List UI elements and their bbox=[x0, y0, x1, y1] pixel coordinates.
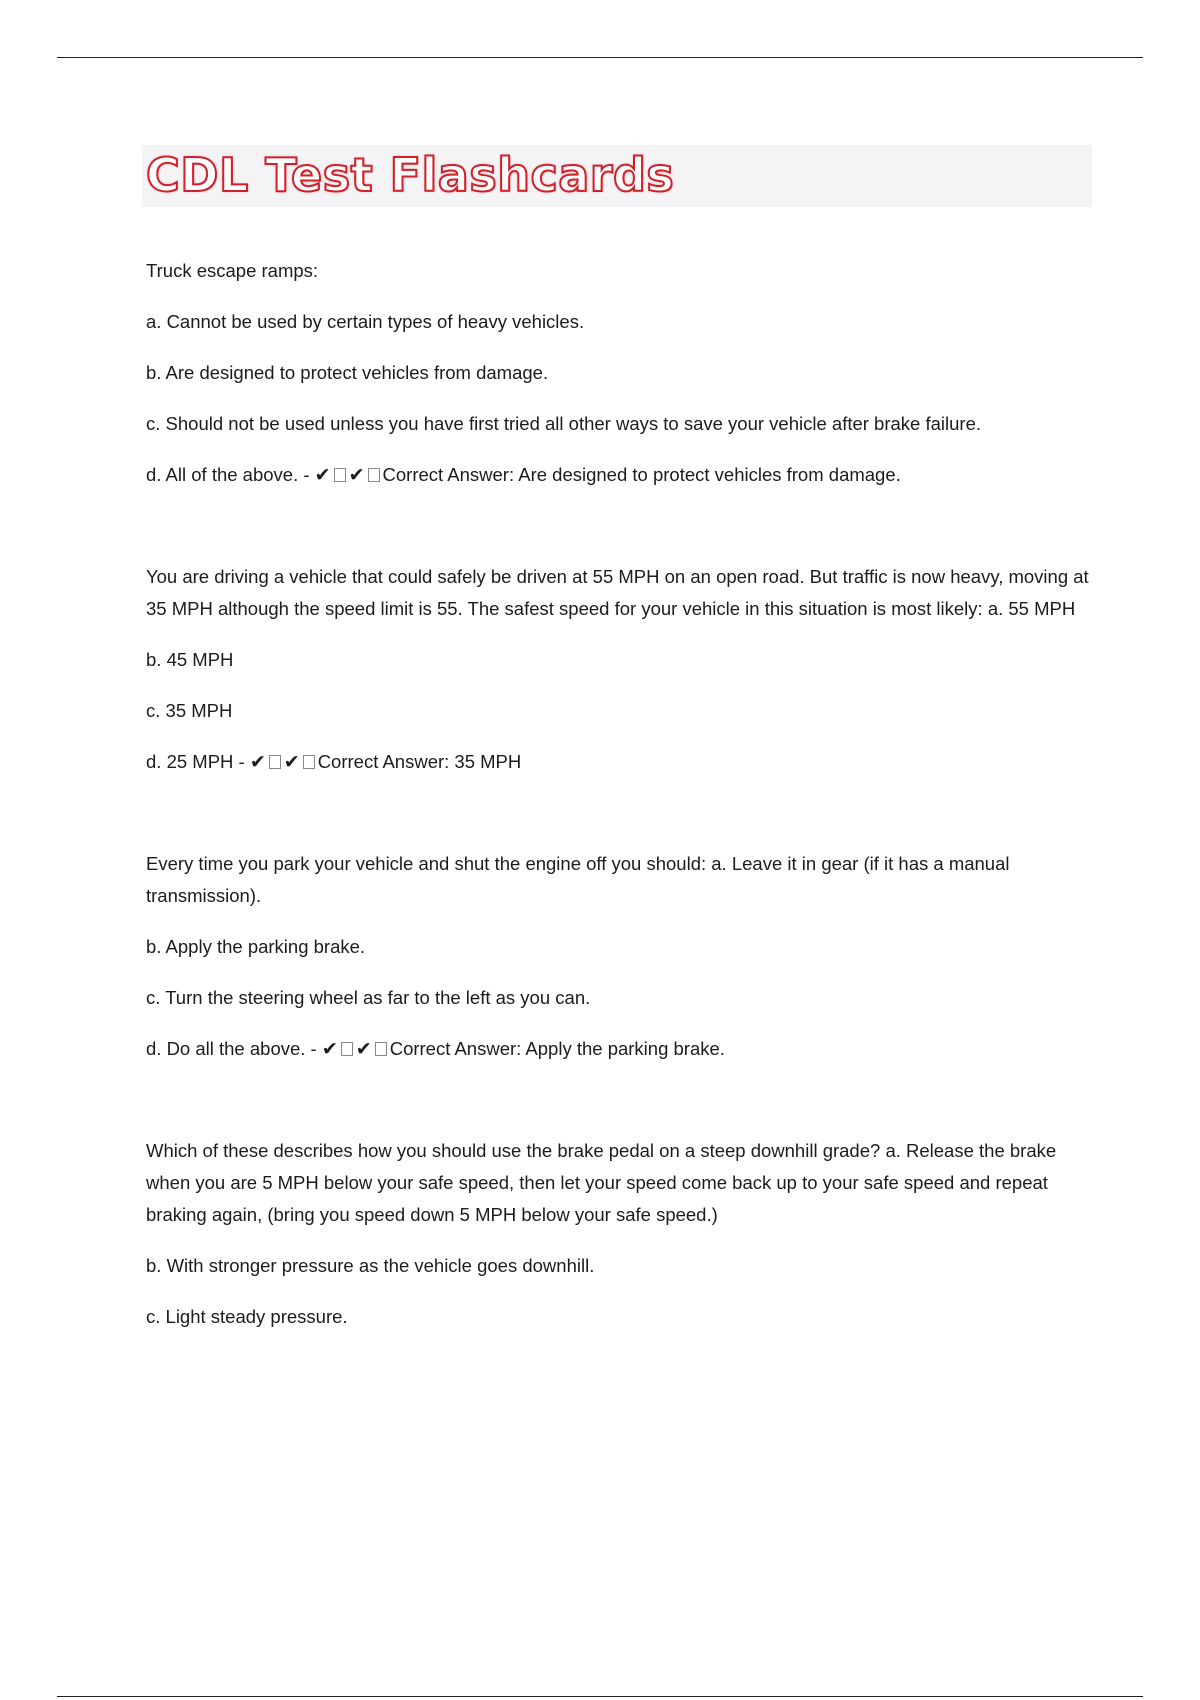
correct-answer: Correct Answer: Are designed to protect vehicles from damage. bbox=[382, 464, 901, 485]
flashcard-1 bbox=[146, 255, 1096, 491]
box-icon bbox=[334, 468, 346, 482]
flashcard-4 bbox=[146, 1135, 1096, 1333]
box-icon bbox=[303, 755, 315, 769]
option-b: b. With stronger pressure as the vehicle goes downhill. bbox=[146, 1255, 595, 1276]
check-icon: ✔ bbox=[348, 464, 365, 486]
option-c: c. Light steady pressure. bbox=[146, 1306, 348, 1327]
flashcard-2 bbox=[146, 561, 1096, 778]
check-icon: ✔ bbox=[283, 751, 300, 773]
question-stem: You are driving a vehicle that could safely be driven at 55 MPH on an open road. But traffic is now heavy, moving at 35 MPH although the speed limit is 55. The safest speed for your vehicle in this situation is most likely: a. 55 MPH bbox=[146, 566, 1089, 619]
answer-line bbox=[146, 746, 1096, 778]
question-stem: Truck escape ramps: bbox=[146, 260, 319, 281]
box-icon bbox=[269, 755, 281, 769]
flashcard-list bbox=[146, 255, 1096, 1403]
document-title: CDL Test Flashcards bbox=[146, 148, 675, 202]
flashcard-3 bbox=[146, 848, 1096, 1065]
option-a: a. Cannot be used by certain types of heavy vehicles. bbox=[146, 311, 585, 332]
correct-answer: Correct Answer: Apply the parking brake. bbox=[389, 1038, 725, 1059]
option-d: d. All of the above. - bbox=[146, 464, 315, 485]
correct-answer: Correct Answer: 35 MPH bbox=[317, 751, 522, 772]
option-c: c. 35 MPH bbox=[146, 700, 233, 721]
option-d: d. Do all the above. - bbox=[146, 1038, 322, 1059]
option-c: c. Turn the steering wheel as far to the left as you can. bbox=[146, 987, 591, 1008]
check-icon: ✔ bbox=[355, 1038, 372, 1060]
box-icon bbox=[375, 1042, 387, 1056]
answer-line bbox=[146, 1033, 1096, 1065]
box-icon bbox=[341, 1042, 353, 1056]
check-icon: ✔ bbox=[249, 751, 266, 773]
footer-rule bbox=[57, 1696, 1143, 1697]
option-b: b. Are designed to protect vehicles from damage. bbox=[146, 362, 549, 383]
question-stem: Every time you park your vehicle and shut the engine off you should: a. Leave it in gear (if it has a manual transmission). bbox=[146, 853, 1010, 906]
option-b: b. Apply the parking brake. bbox=[146, 936, 366, 957]
option-d: d. 25 MPH - bbox=[146, 751, 250, 772]
answer-line bbox=[146, 459, 1096, 491]
check-icon: ✔ bbox=[314, 464, 331, 486]
title-banner bbox=[142, 145, 1092, 207]
question-stem: Which of these describes how you should use the brake pedal on a steep downhill grade? a. Release the brake when you are 5 MPH below your safe speed, then let your speed come back up to your safe speed and repeat braking again, (bring you speed down 5 MPH below your safe speed.) bbox=[146, 1140, 1057, 1225]
option-c: c. Should not be used unless you have first tried all other ways to save your vehicle after brake failure. bbox=[146, 413, 982, 434]
option-b: b. 45 MPH bbox=[146, 649, 234, 670]
box-icon bbox=[368, 468, 380, 482]
check-icon: ✔ bbox=[321, 1038, 338, 1060]
header-rule bbox=[57, 57, 1143, 58]
